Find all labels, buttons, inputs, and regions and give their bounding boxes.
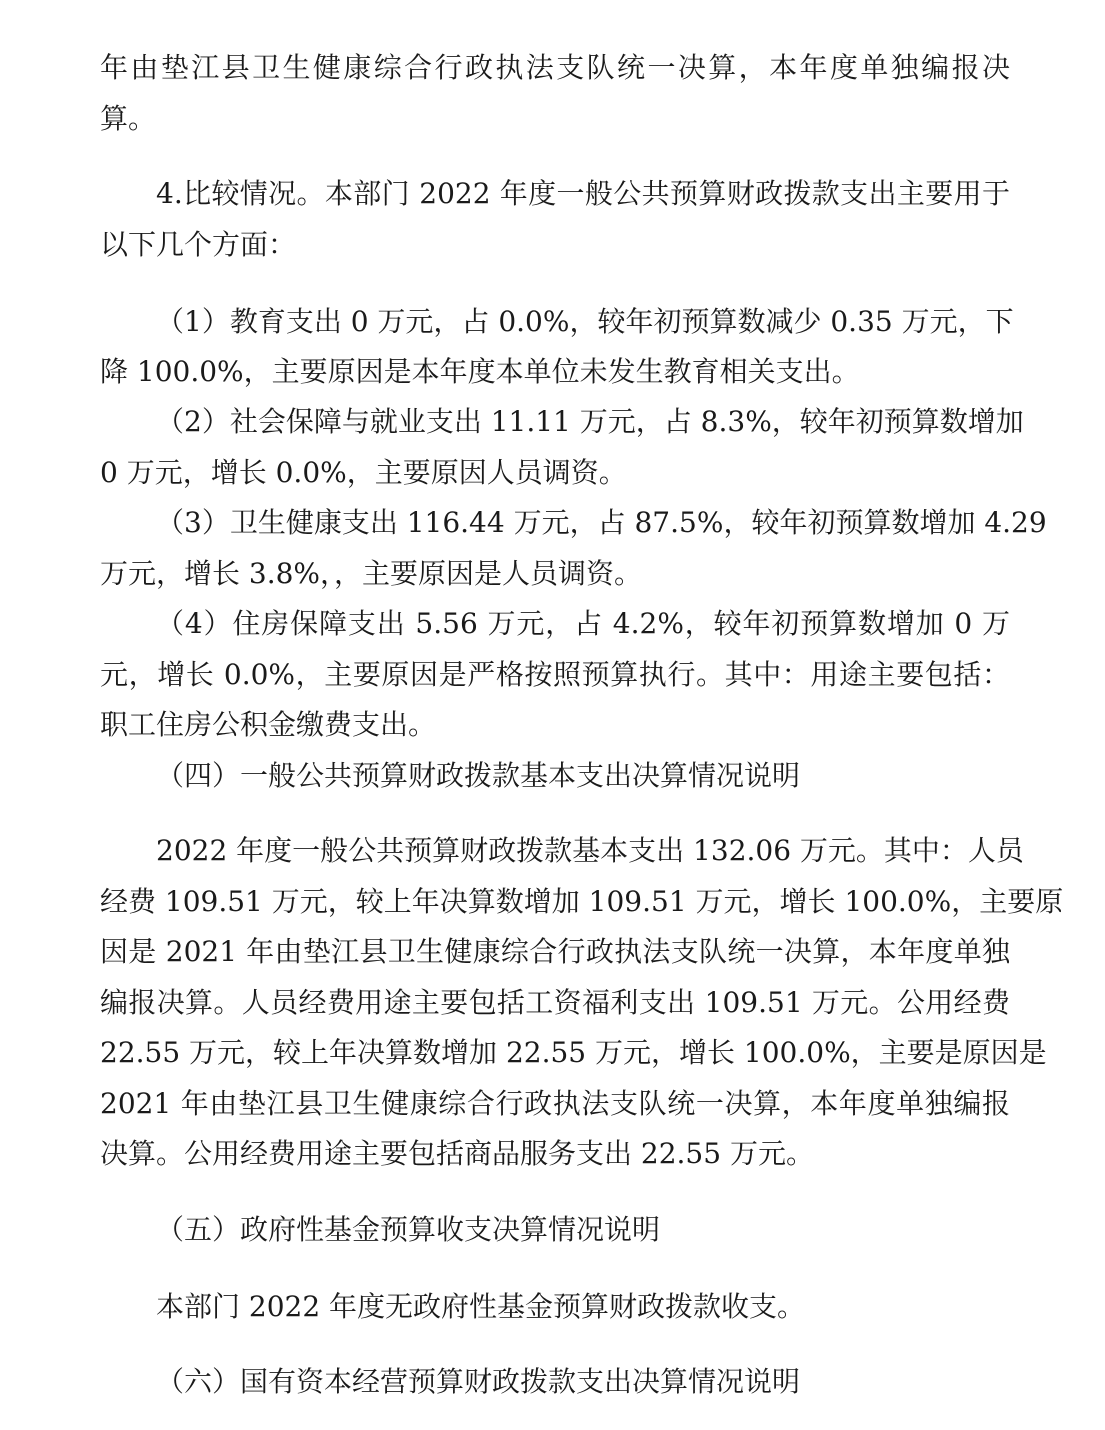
section-heading: （四）一般公共预算财政拨款基本支出决算情况说明 — [156, 759, 801, 792]
text-line: 万元，增长 3.8%，，主要原因是人员调资。 — [100, 557, 643, 590]
text-line: （4）住房保障支出 5.56 万元，占 4.2%，较年初预算数增加 0 万 — [156, 607, 1010, 640]
section-heading: （六）国有资本经营预算财政拨款支出决算情况说明 — [156, 1365, 801, 1398]
text-line: 降 100.0%，主要原因是本年度本单位未发生教育相关支出。 — [100, 355, 860, 388]
text-line: 因是 2021 年由垫江县卫生健康综合行政执法支队统一决算，本年度单独 — [100, 935, 1010, 968]
text-line: （1）教育支出 0 万元，占 0.0%，较年初预算数减少 0.35 万元，下 — [156, 305, 1014, 338]
text-line: （2）社会保障与就业支出 11.11 万元，占 8.3%，较年初预算数增加 — [156, 405, 1024, 438]
text-line: 2021 年由垫江县卫生健康综合行政执法支队统一决算，本年度单独编报 — [100, 1087, 1010, 1120]
text-line: （3）卫生健康支出 116.44 万元，占 87.5%，较年初预算数增加 4.29 — [156, 506, 1047, 539]
text-line: 职工住房公积金缴费支出。 — [100, 708, 437, 741]
text-line: 22.55 万元，较上年决算数增加 22.55 万元，增长 100.0%，主要是原因是 — [100, 1036, 1047, 1069]
text-line: 编报决算。人员经费用途主要包括工资福利支出 109.51 万元。公用经费 — [100, 986, 1010, 1019]
text-line: 本部门 2022 年度无政府性基金预算财政拨款收支。 — [156, 1290, 806, 1323]
text-line: 年由垫江县卫生健康综合行政执法支队统一决算，本年度单独编报决 — [100, 51, 1010, 84]
text-line: 0 万元，增长 0.0%，主要原因人员调资。 — [100, 456, 627, 489]
text-line: 算。 — [100, 102, 157, 135]
text-line: 元，增长 0.0%，主要原因是严格按照预算执行。其中：用途主要包括： — [100, 658, 1010, 691]
text-line: 以下几个方面： — [100, 228, 297, 261]
text-line: 2022 年度一般公共预算财政拨款基本支出 132.06 万元。其中：人员 — [156, 834, 1024, 867]
text-line: 决算。公用经费用途主要包括商品服务支出 22.55 万元。 — [100, 1137, 814, 1170]
section-heading: （五）政府性基金预算收支决算情况说明 — [156, 1213, 661, 1246]
text-line: 4.比较情况。本部门 2022 年度一般公共预算财政拨款支出主要用于 — [156, 177, 1010, 210]
text-line: 经费 109.51 万元，较上年决算数增加 109.51 万元，增长 100.0%，主要原 — [100, 885, 1064, 918]
